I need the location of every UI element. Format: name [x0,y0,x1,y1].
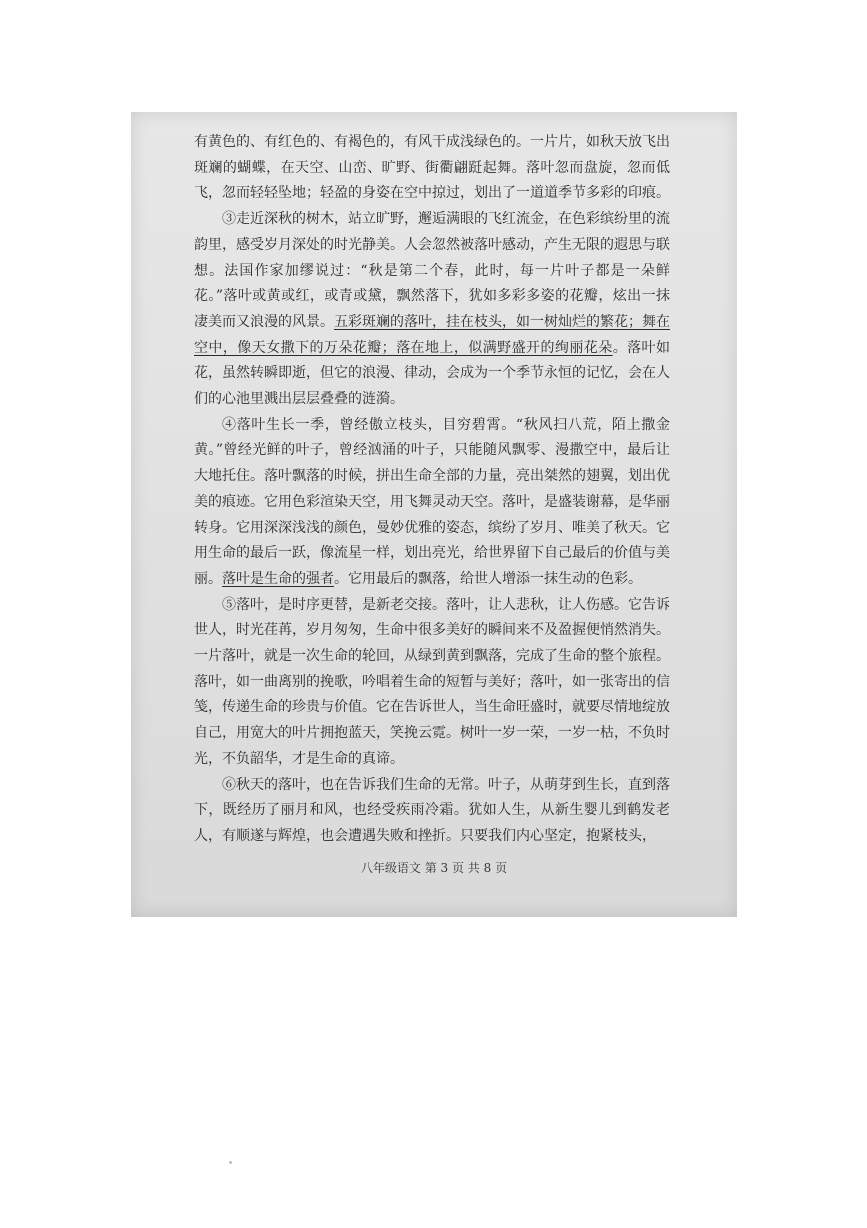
paragraph-4-text-b: 。它用最后的飘落，给世人增添一抹生动的色彩。 [334,570,642,587]
paragraph-3 [194,207,670,413]
paragraph-3-underlined-sentence: 五彩斑斓的落叶，挂在枝头，如一树灿烂的繁花；舞在空中，像天女撒下的万朵花瓣；落在地上，似满野盛开的绚丽花朵 [194,313,670,356]
paragraph-4-text-a: ④落叶生长一季，曾经傲立枝头，目穷碧霄。“秋风扫八荒，陌上撒金黄。”曾经光鲜的叶子，曾经汹涌的叶子，只能随风飘零、漫撒空中，最后让大地托住。落叶飘落的时候，拼出生命全部的力量，亮出桀然的翅翼，划出优美的痕迹。它用色彩渲染天空，用飞舞灵动天空。落叶，是盛装谢幕，是华丽转身。它用深深浅浅的颜色，曼妙优雅的姿态，缤纷了岁月、唯美了秋天。它用生命的最后一跃，像流星一样，划出亮光，给世界留下自己最后的价值与美丽。 [194,416,670,587]
paragraph-3-text-a: ③走近深秋的树木，站立旷野，邂逅满眼的飞红流金，在色彩缤纷里的流韵里，感受岁月深处的时光静美。人会忽然被落叶感动，产生无限的遐思与联想。法国作家加缪说过：“秋是第二个春，此时，每一片叶子都是一朵鲜花。”落叶或黄或红，或青或黛，飘然落下，犹如多彩多姿的花瓣，炫出一抹凄美而又浪漫的风景。 [194,211,670,330]
paragraph-3-text-b: 。落叶如花，虽然转瞬即逝，但它的浪漫、律动，会成为一个季节永恒的记忆，会在人们的心池里溅出层层叠叠的涟漪。 [194,339,670,408]
paragraph-2-continuation [194,130,670,207]
paragraph-4 [194,413,670,593]
paragraph-6 [194,773,670,850]
paragraph-4-underlined-sentence: 落叶是生命的强者 [222,570,334,587]
paragraph-5-text: ⑤落叶，是时序更替，是新老交接。落叶，让人悲秋，让人伤感。它告诉世人，时光荏苒，岁月匆匆，生命中很多美好的瞬间来不及盈握便悄然消失。一片落叶，就是一次生命的轮回，从绿到黄到飘落，完成了生命的整个旅程。落叶，如一曲离别的挽歌，吟唱着生命的短暂与美好；落叶，如一张寄出的信笺，传递生命的珍贵与价值。它在告诉世人，当生命旺盛时，就要尽情地绽放自己，用宽大的叶片拥抱蓝天，笑挽云霓。树叶一岁一荣，一岁一枯，不负时光，不负韶华，才是生命的真谛。 [194,596,670,767]
page-footer: 八年级语文 第 3 页 共 8 页 [360,861,508,875]
paragraph-5 [194,593,670,773]
dust-speck [229,1161,232,1164]
paragraph-2-text: 有黄色的、有红色的、有褐色的，有风干成浅绿色的。一片片，如秋天放飞出斑斓的蝴蝶，在天空、山峦、旷野、街衢翩跹起舞。落叶忽而盘旋，忽而低飞，忽而轻轻坠地；轻盈的身姿在空中掠过，划出了一道道季节多彩的印痕。 [194,134,670,202]
article-text [194,130,670,850]
scanned-page-photo [131,112,737,917]
paragraph-6-text: ⑥秋天的落叶，也在告诉我们生命的无常。叶子，从萌芽到生长，直到落下，既经历了丽月和风，也经受疾雨冷霜。犹如人生，从新生婴儿到鹤发老人，有顺遂与辉煌，也会遭遇失败和挫折。只要我们内心坚定，抱紧枝头， [194,776,670,844]
